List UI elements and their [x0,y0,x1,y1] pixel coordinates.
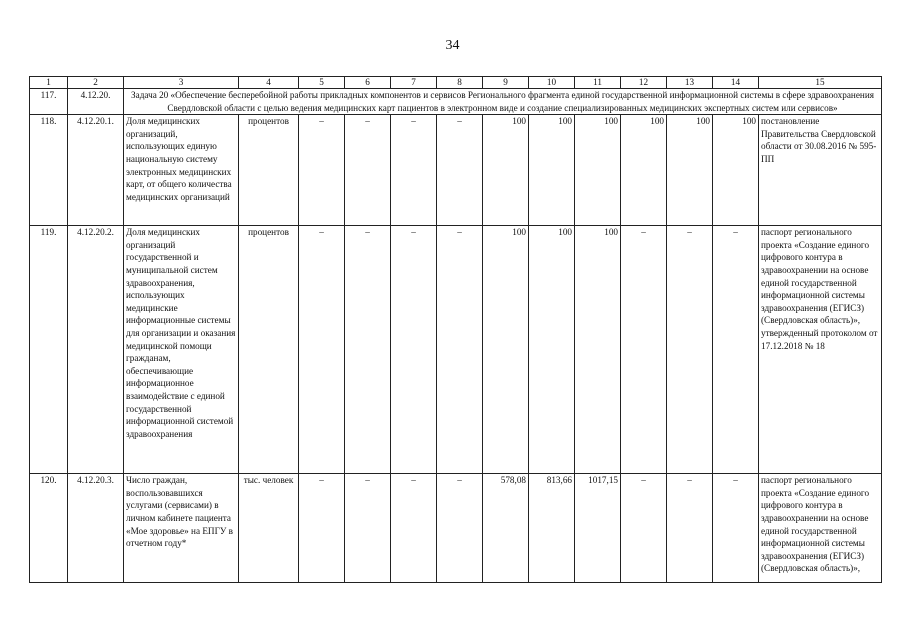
page-number: 34 [445,38,460,53]
row-number: 120. [30,474,68,583]
column-number: 2 [68,77,124,89]
indicator-name: Доля медицинских организаций государственной и муниципальной систем здравоохранения, использующих медицинские информационные системы для организации и оказания медицинской помощи гражданам, обеспечивающие информационное взаимодействие с единой государственной информационной системой здравоохранения [124,226,239,474]
column-number: 6 [345,77,391,89]
task-row [30,89,882,115]
value-cell: – [345,226,391,474]
row-number: 117. [30,89,68,115]
value-cell: – [621,474,667,583]
value-cell: 100 [667,115,713,226]
value-cell: 100 [529,226,575,474]
value-cell: 100 [621,115,667,226]
row-code: 4.12.20. [68,89,124,115]
source-document: паспорт регионального проекта «Создание единого цифрового контура в здравоохранении на основе единой государственной информационной системы здравоохранения (ЕГИСЗ) (Свердловская область)», [759,474,882,583]
column-number: 14 [713,77,759,89]
indicator-name: Доля медицинских организаций, использующих единую национальную систему электронных медицинских карт, от общего количества медицинских организаций [124,115,239,226]
table-row [30,474,882,583]
value-cell: – [299,226,345,474]
column-number-row [30,77,882,89]
table-row [30,226,882,474]
source-document: паспорт регионального проекта «Создание единого цифрового контура в здравоохранении на основе единой государственной информационной системы здравоохранения (ЕГИСЗ) (Свердловская область)», утвержденный протоколом от 17.12.2018 № 18 [759,226,882,474]
value-cell: 100 [713,115,759,226]
value-cell: – [391,226,437,474]
column-number: 13 [667,77,713,89]
column-number: 7 [391,77,437,89]
value-cell: 100 [575,115,621,226]
value-cell: – [391,474,437,583]
value-cell: – [667,226,713,474]
value-cell: – [621,226,667,474]
column-number: 10 [529,77,575,89]
row-code: 4.12.20.1. [68,115,124,226]
row-number: 119. [30,226,68,474]
value-cell: – [299,115,345,226]
row-number: 118. [30,115,68,226]
task-title: Задача 20 «Обеспечение бесперебойной работы прикладных компонентов и сервисов Регионального фрагмента единой государственной информационной системы в сфере здравоохранения Свердловской области с целью ведения медицинских карт пациентов в электронном виде и создание специализированных медицинских экспертных систем или сервисов» [124,89,882,115]
indicators-table [29,76,882,583]
value-cell: – [437,115,483,226]
column-number: 12 [621,77,667,89]
column-number: 11 [575,77,621,89]
table-row [30,115,882,226]
value-cell: 100 [529,115,575,226]
value-cell: 100 [575,226,621,474]
value-cell: – [713,474,759,583]
row-code: 4.12.20.2. [68,226,124,474]
column-number: 5 [299,77,345,89]
value-cell: – [345,474,391,583]
value-cell: – [391,115,437,226]
value-cell: – [667,474,713,583]
column-number: 4 [239,77,299,89]
value-cell: – [345,115,391,226]
value-cell: 1017,15 [575,474,621,583]
value-cell: – [437,226,483,474]
column-number: 1 [30,77,68,89]
column-number: 3 [124,77,239,89]
value-cell: 578,08 [483,474,529,583]
indicator-name: Число граждан, воспользовавшихся услугами (сервисами) в личном кабинете пациента «Мое здоровье» на ЕПГУ в отчетном году* [124,474,239,583]
row-code: 4.12.20.3. [68,474,124,583]
unit: процентов [239,226,299,474]
value-cell: 813,66 [529,474,575,583]
column-number: 15 [759,77,882,89]
value-cell: – [437,474,483,583]
unit: тыс. человек [239,474,299,583]
value-cell: – [299,474,345,583]
source-document: постановление Правительства Свердловской области от 30.08.2016 № 595-ПП [759,115,882,226]
value-cell: 100 [483,226,529,474]
unit: процентов [239,115,299,226]
column-number: 9 [483,77,529,89]
value-cell: 100 [483,115,529,226]
column-number: 8 [437,77,483,89]
value-cell: – [713,226,759,474]
